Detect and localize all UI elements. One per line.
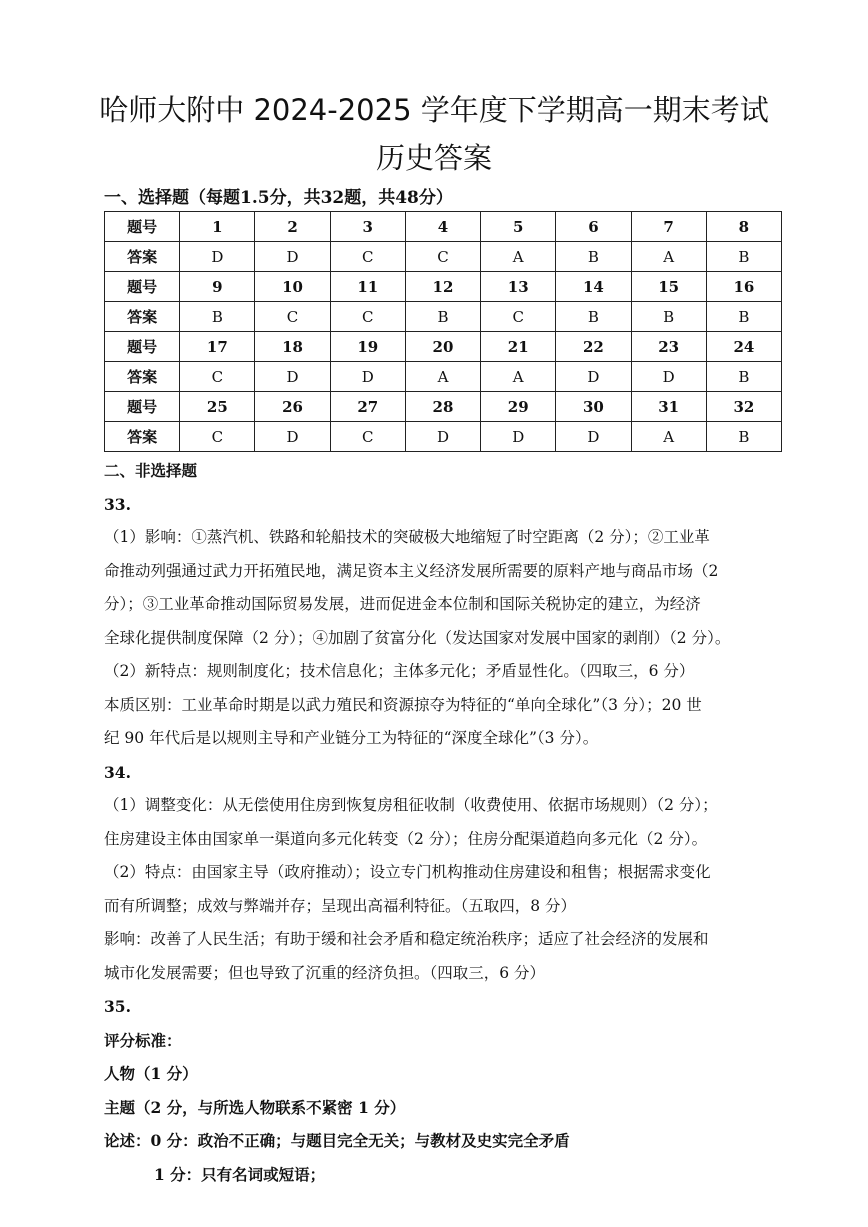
question-number-cell: 4 xyxy=(405,212,480,242)
question-number-cell: 9 xyxy=(180,272,255,302)
q35-argument: 论述：0 分：政治不正确；与题目完全无关；与教材及史实完全矛盾 xyxy=(104,1131,570,1150)
question-number-cell: 1 xyxy=(180,212,255,242)
q35-theme: 主题（2 分，与所选人物联系不紧密 1 分） xyxy=(104,1097,406,1117)
question-number-cell: 24 xyxy=(706,332,781,362)
q33-text-line: 命推动列强通过武力开拓殖民地，满足资本主义经济发展所需要的原料产地与商品市场（2 xyxy=(104,561,719,580)
section1-heading: 一、选择题（每题1.5分，共32题，共48分） xyxy=(104,188,453,208)
q35-argument-1: 1 分：只有名词或短语； xyxy=(154,1164,326,1184)
question-number-cell: 22 xyxy=(556,332,631,362)
answer-cell: B xyxy=(556,302,631,332)
answer-cell: D xyxy=(556,422,631,452)
q33-text-line: 纪 90 年代后是以规则主导和产业链分工为特征的“深度全球化”（3 分）。 xyxy=(104,729,599,747)
row-label-number: 题号 xyxy=(105,212,180,242)
question-number-cell: 12 xyxy=(405,272,480,302)
q33-text-line: （1）影响：①蒸汽机、铁路和轮船技术的突破极大地缩短了时空距离（2 分）；②工业革 xyxy=(104,528,710,546)
answer-cell: C xyxy=(180,362,255,392)
q33-text-line: （2）新特点：规则制度化；技术信息化；主体多元化；矛盾显性化。（四取三，6 分） xyxy=(104,662,695,680)
answer-cell: D xyxy=(330,362,405,392)
q35-person: 人物（1 分） xyxy=(104,1064,198,1083)
question-number-cell: 19 xyxy=(330,332,405,362)
q34-text-line: （2）特点：由国家主导（政府推动）；设立专门机构推动住房建设和租售；根据需求变化 xyxy=(104,863,711,881)
answer-row xyxy=(105,242,782,272)
row-label-answer: 答案 xyxy=(105,302,180,332)
answer-cell: A xyxy=(631,422,706,452)
answer-cell: B xyxy=(405,302,480,332)
question-number-cell: 26 xyxy=(255,392,330,422)
q34-text-line: 影响：改善了人民生活；有助于缓和社会矛盾和稳定统治秩序；适应了社会经济的发展和 xyxy=(104,930,709,948)
answer-cell: D xyxy=(255,362,330,392)
q34-number: 34. xyxy=(104,762,131,782)
row-label-answer: 答案 xyxy=(105,242,180,272)
q35-criteria: 评分标准： xyxy=(104,1030,182,1050)
q35-number: 35. xyxy=(104,997,131,1016)
answer-cell: B xyxy=(706,302,781,332)
q33-text-line: 全球化提供制度保障（2 分）；④加剧了贫富分化（发达国家对发展中国家的剥削）（2 分）。 xyxy=(104,628,731,647)
q33-text-line: 分）；③工业革命推动国际贸易发展，进而促进金本位制和国际关税协定的建立，为经济 xyxy=(104,595,701,613)
answer-cell: C xyxy=(330,422,405,452)
question-number-cell: 11 xyxy=(330,272,405,302)
question-number-cell: 25 xyxy=(180,392,255,422)
question-number-cell: 3 xyxy=(330,212,405,242)
answer-cell: A xyxy=(405,362,480,392)
answer-cell: D xyxy=(255,242,330,272)
question-number-cell: 28 xyxy=(405,392,480,422)
question-number-cell: 15 xyxy=(631,272,706,302)
question-number-row xyxy=(105,212,782,242)
answer-cell: A xyxy=(481,242,556,272)
question-number-cell: 21 xyxy=(481,332,556,362)
row-label-number: 题号 xyxy=(105,332,180,362)
answer-row xyxy=(105,422,782,452)
answer-cell: C xyxy=(405,242,480,272)
answer-row xyxy=(105,302,782,332)
q33-text-line: 本质区别：工业革命时期是以武力殖民和资源掠夺为特征的“单向全球化”（3 分）；20 世 xyxy=(104,695,702,714)
q33-number: 33. xyxy=(104,494,131,514)
answer-cell: D xyxy=(481,422,556,452)
question-number-cell: 17 xyxy=(180,332,255,362)
q34-text-line: 城市化发展需要；但也导致了沉重的经济负担。（四取三，6 分） xyxy=(104,963,546,982)
document-title: 哈师大附中 2024-2025 学年度下学期高一期末考试 xyxy=(99,93,769,127)
answer-cell: D xyxy=(631,362,706,392)
question-number-cell: 16 xyxy=(706,272,781,302)
answer-table xyxy=(104,211,782,452)
question-number-cell: 31 xyxy=(631,392,706,422)
answer-cell: B xyxy=(706,422,781,452)
question-number-row xyxy=(105,332,782,362)
answer-row xyxy=(105,362,782,392)
answer-cell: B xyxy=(631,302,706,332)
answer-cell: B xyxy=(706,362,781,392)
answer-cell: D xyxy=(556,362,631,392)
section2 xyxy=(104,454,786,1191)
row-label-number: 题号 xyxy=(105,392,180,422)
question-number-cell: 6 xyxy=(556,212,631,242)
section2-heading: 二、非选择题 xyxy=(104,461,198,480)
question-number-cell: 2 xyxy=(255,212,330,242)
question-number-cell: 7 xyxy=(631,212,706,242)
question-number-cell: 10 xyxy=(255,272,330,302)
answer-cell: C xyxy=(255,302,330,332)
question-number-cell: 5 xyxy=(481,212,556,242)
row-label-answer: 答案 xyxy=(105,362,180,392)
question-number-cell: 30 xyxy=(556,392,631,422)
answer-cell: C xyxy=(330,242,405,272)
question-number-cell: 14 xyxy=(556,272,631,302)
question-number-cell: 18 xyxy=(255,332,330,362)
answer-cell: D xyxy=(255,422,330,452)
answer-cell: B xyxy=(556,242,631,272)
q34-text-line: （1）调整变化：从无偿使用住房到恢复房租征收制（收费使用、依据市场规则）（2 分）； xyxy=(104,796,718,814)
question-number-cell: 20 xyxy=(405,332,480,362)
q34-text-line: 住房建设主体由国家单一渠道向多元化转变（2 分）；住房分配渠道趋向多元化（2 分）。 xyxy=(104,829,708,848)
question-number-cell: 8 xyxy=(706,212,781,242)
row-label-number: 题号 xyxy=(105,272,180,302)
document-subtitle: 历史答案 xyxy=(375,141,492,175)
question-number-cell: 23 xyxy=(631,332,706,362)
answer-cell: C xyxy=(180,422,255,452)
row-label-answer: 答案 xyxy=(105,422,180,452)
answer-cell: C xyxy=(330,302,405,332)
question-number-row xyxy=(105,392,782,422)
answer-cell: A xyxy=(481,362,556,392)
answer-cell: B xyxy=(180,302,255,332)
answer-cell: B xyxy=(706,242,781,272)
question-number-cell: 27 xyxy=(330,392,405,422)
question-number-row xyxy=(105,272,782,302)
answer-cell: A xyxy=(631,242,706,272)
question-number-cell: 32 xyxy=(706,392,781,422)
answer-cell: D xyxy=(180,242,255,272)
question-number-cell: 29 xyxy=(481,392,556,422)
question-number-cell: 13 xyxy=(481,272,556,302)
answer-cell: C xyxy=(481,302,556,332)
q34-text-line: 而有所调整；成效与弊端并存；呈现出高福利特征。（五取四，8 分） xyxy=(104,896,577,915)
answer-cell: D xyxy=(405,422,480,452)
